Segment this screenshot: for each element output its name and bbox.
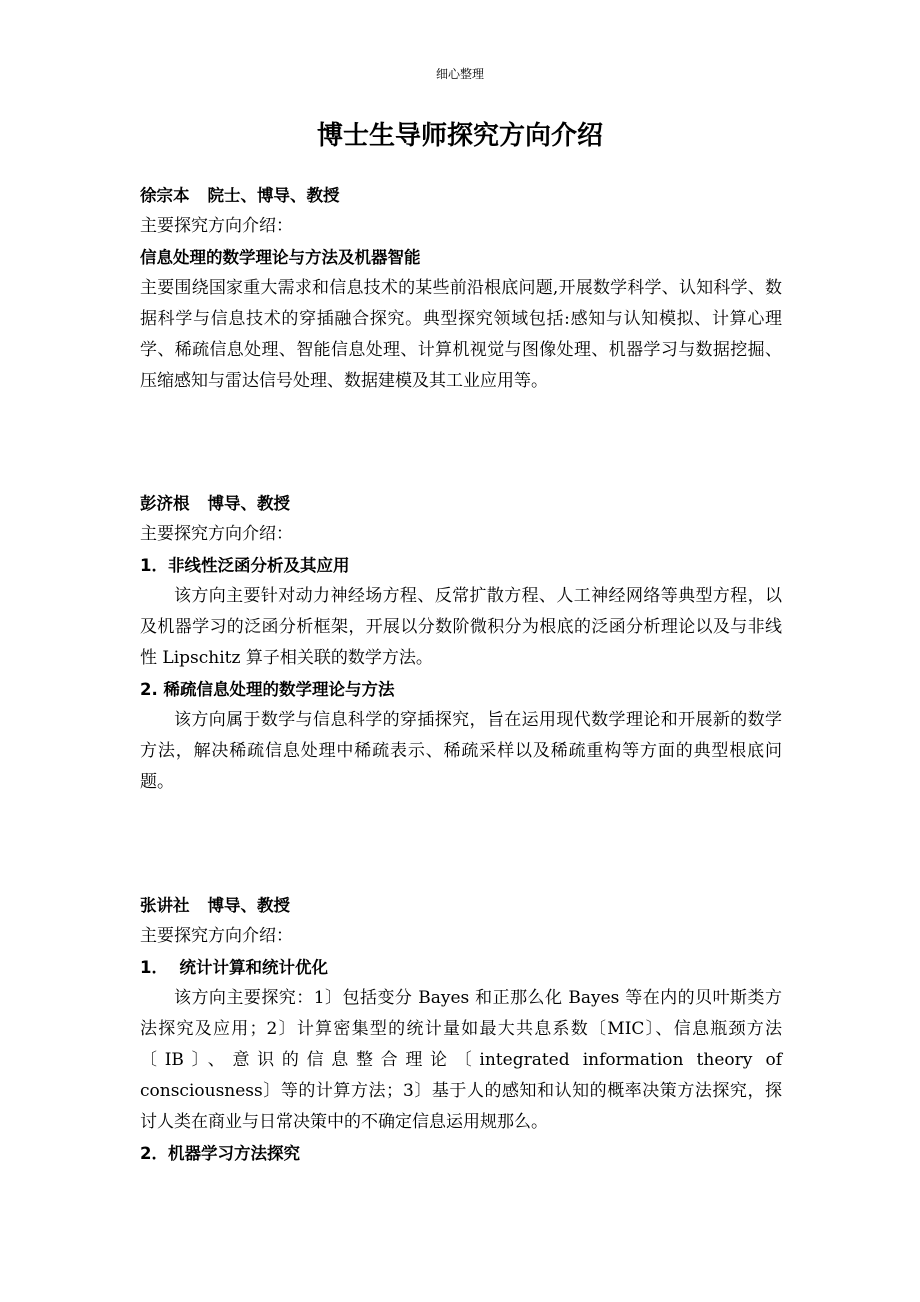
- advisor-titles: 博导、教授: [207, 494, 290, 513]
- topic-heading: 2. 稀疏信息处理的数学理论与方法: [140, 680, 395, 699]
- topic-heading: 1． 统计计算和统计优化: [140, 958, 328, 977]
- page-header: 细心整理: [435, 67, 484, 81]
- advisor-section-2: [140, 488, 782, 798]
- intro-label: 主要探究方向介绍：: [140, 524, 293, 544]
- topic-body: 该方向属于数学与信息科学的穿插探究，旨在运用现代数学理论和开展新的数学方法，解决稀疏信息处理中稀疏表示、稀疏采样以及稀疏重构等方面的典型根底问题。: [140, 710, 782, 792]
- intro-label: 主要探究方向介绍：: [140, 216, 293, 236]
- advisor-heading: [140, 488, 782, 519]
- topic-body: 该方向主要针对动力神经场方程、反常扩散方程、人工神经网络等典型方程，以及机器学习的泛函分析框架，开展以分数阶微积分为根底的泛函分析理论以及与非线性 Lipschitz 算子相关联的数学方法。: [140, 586, 782, 668]
- topic-heading: 2．机器学习方法探究: [140, 1144, 300, 1163]
- intro-label: 主要探究方向介绍：: [140, 926, 293, 946]
- advisor-section-3: [140, 890, 782, 1169]
- advisor-heading: [140, 180, 782, 211]
- advisor-section-1: [140, 180, 782, 397]
- topic-heading: 信息处理的数学理论与方法及机器智能: [140, 248, 421, 267]
- topic-body: 主要围绕国家重大需求和信息技术的某些前沿根底问题,开展数学科学、认知科学、数据科学与信息技术的穿插融合探究。典型探究领域包括:感知与认知模拟、计算心理学、稀疏信息处理、智能信息处理、计算机视觉与图像处理、机器学习与数据挖掘、压缩感知与雷达信号处理、数据建模及其工业应用等。: [140, 278, 782, 391]
- topic-body: 该方向主要探究：1〕包括变分 Bayes 和正那么化 Bayes 等在内的贝叶斯类方法探究及应用；2〕计算密集型的统计量如最大共息系数〔MIC〕、信息瓶颈方法〔IB〕、意识的信息整合理论〔integrated information theory of consciousness〕等的计算方法；3〕基于人的感知和认知的概率决策方法探究，探讨人类在商业与日常决策中的不确定信息运用规那么。: [140, 988, 782, 1132]
- page-title: 博士生导师探究方向介绍: [316, 121, 603, 151]
- topic-heading: 1．非线性泛函分析及其应用: [140, 556, 350, 575]
- advisor-name: 徐宗本: [140, 186, 190, 205]
- advisor-name: 彭济根: [140, 494, 190, 513]
- advisor-name: 张讲社: [140, 896, 190, 915]
- advisor-titles: 院士、博导、教授: [207, 186, 340, 205]
- advisor-titles: 博导、教授: [207, 896, 290, 915]
- advisor-heading: [140, 890, 782, 921]
